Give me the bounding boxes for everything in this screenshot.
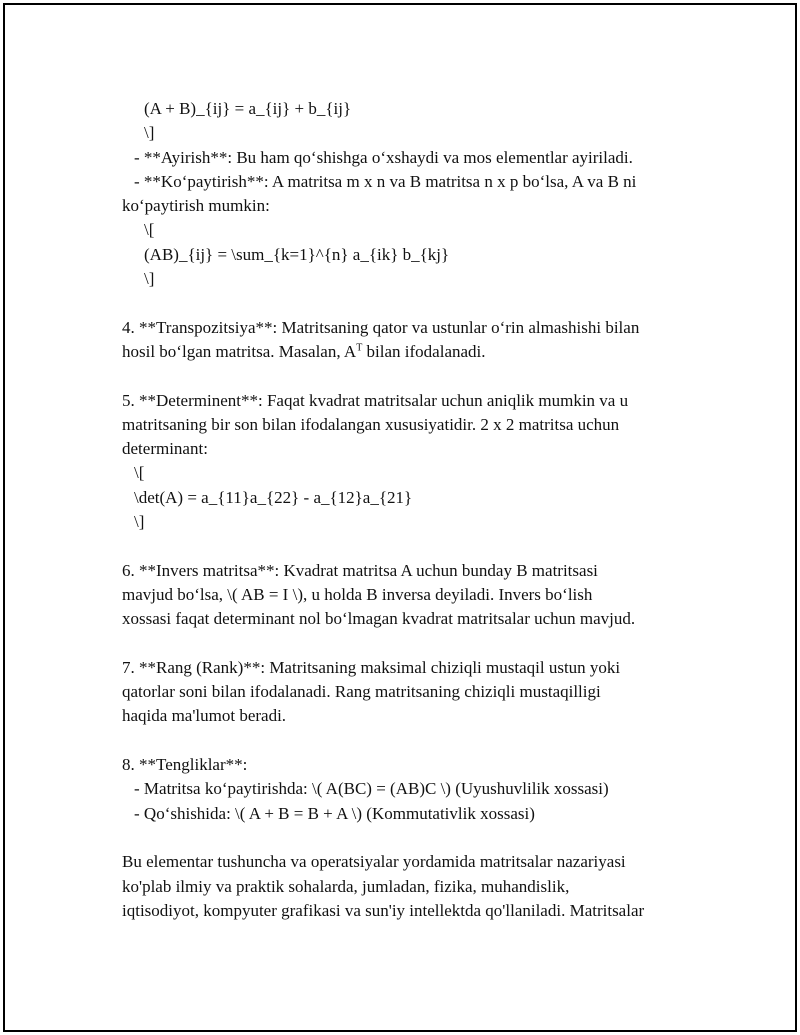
blank-line (122, 632, 697, 656)
line-text: matritsaning bir son bilan ifodalangan xususiyatidir. 2 x 2 matritsa uchun (122, 414, 620, 434)
line-text: 4. **Transpozitsiya**: Matritsaning qator va ustunlar o‘rin almashishi bilan (122, 317, 640, 337)
line-text: (AB)_{ij} = \sum_{k=1}^{n} a_{ik} b_{kj} (144, 244, 450, 264)
line-text: - **Ko‘paytirish**: A matritsa m x n va B matritsa n x p bo‘lsa, A va B ni (134, 171, 637, 191)
line-text: - **Ayirish**: Bu ham qo‘shishga o‘xshaydi va mos elementlar ayiriladi. (134, 147, 633, 167)
document-body (122, 97, 697, 923)
text-line (122, 802, 697, 826)
line-text: Bu elementar tushuncha va operatsiyalar yordamida matritsalar nazariyasi (122, 852, 626, 872)
text-line (122, 510, 697, 534)
text-line (122, 583, 697, 607)
line-text: \[ (134, 463, 145, 483)
line-text: xossasi faqat determinant nol bo‘lmagan kvadrat matritsalar uchun mavjud. (122, 609, 636, 629)
text-line (122, 680, 697, 704)
text-line (122, 486, 697, 510)
line-text: (A + B)_{ij} = a_{ij} + b_{ij} (144, 99, 352, 118)
text-line (122, 170, 697, 194)
line-text: haqida ma'lumot beradi. (122, 706, 287, 726)
text-line (122, 340, 697, 364)
line-text: \[ (144, 220, 155, 240)
text-line (122, 413, 697, 437)
text-line (122, 607, 697, 631)
text-line (122, 218, 697, 242)
line-text: - Qo‘shishida: \( A + B = B + A \) (Kommutativlik xossasi) (134, 803, 535, 823)
text-line (122, 389, 697, 413)
line-text: hosil bo‘lgan matritsa. Masalan, A (122, 341, 357, 361)
line-text: ko‘paytirish mumkin: (122, 196, 270, 216)
text-line (122, 777, 697, 801)
superscript: T (356, 342, 363, 354)
line-text: \] (134, 512, 145, 532)
line-text: determinant: (122, 439, 208, 459)
text-line (122, 875, 697, 899)
text-line (122, 559, 697, 583)
text-line (122, 97, 697, 121)
text-line (122, 656, 697, 680)
text-line (122, 194, 697, 218)
text-line (122, 704, 697, 728)
line-text: iqtisodiyot, kompyuter grafikasi va sun'iy intellektda qo'llaniladi. Matritsalar (122, 900, 645, 920)
blank-line (122, 364, 697, 388)
line-text: - Matritsa ko‘paytirishda: \( A(BC) = (AB)C \) (Uyushuvlilik xossasi) (134, 779, 609, 799)
text-line (122, 899, 697, 923)
text-line (122, 753, 697, 777)
line-text-continued: bilan ifodalanadi. (362, 341, 486, 361)
line-text: \det(A) = a_{11}a_{22} - a_{12}a_{21} (134, 487, 413, 507)
text-line (122, 121, 697, 145)
text-line (122, 461, 697, 485)
line-text: 7. **Rang (Rank)**: Matritsaning maksimal chiziqli mustaqil ustun yoki (122, 657, 621, 677)
text-line (122, 243, 697, 267)
blank-line (122, 534, 697, 558)
text-line (122, 850, 697, 874)
line-text: mavjud bo‘lsa, \( AB = I \), u holda B inversa deyiladi. Invers bo‘lish (122, 584, 593, 604)
text-line (122, 267, 697, 291)
line-text: ko'plab ilmiy va praktik sohalarda, jumladan, fizika, muhandislik, (122, 876, 570, 896)
text-line (122, 146, 697, 170)
blank-line (122, 291, 697, 315)
line-text: \] (144, 123, 155, 143)
line-text: 5. **Determinent**: Faqat kvadrat matritsalar uchun aniqlik mumkin va u (122, 390, 629, 410)
blank-line (122, 729, 697, 753)
page-frame (3, 3, 797, 1032)
line-text: 6. **Invers matritsa**: Kvadrat matritsa A uchun bunday B matritsasi (122, 560, 598, 580)
line-text: qatorlar soni bilan ifodalanadi. Rang matritsaning chiziqli mustaqilligi (122, 682, 601, 702)
text-line (122, 316, 697, 340)
line-text: \] (144, 269, 155, 289)
line-text: 8. **Tengliklar**: (122, 755, 248, 775)
blank-line (122, 826, 697, 850)
text-line (122, 437, 697, 461)
